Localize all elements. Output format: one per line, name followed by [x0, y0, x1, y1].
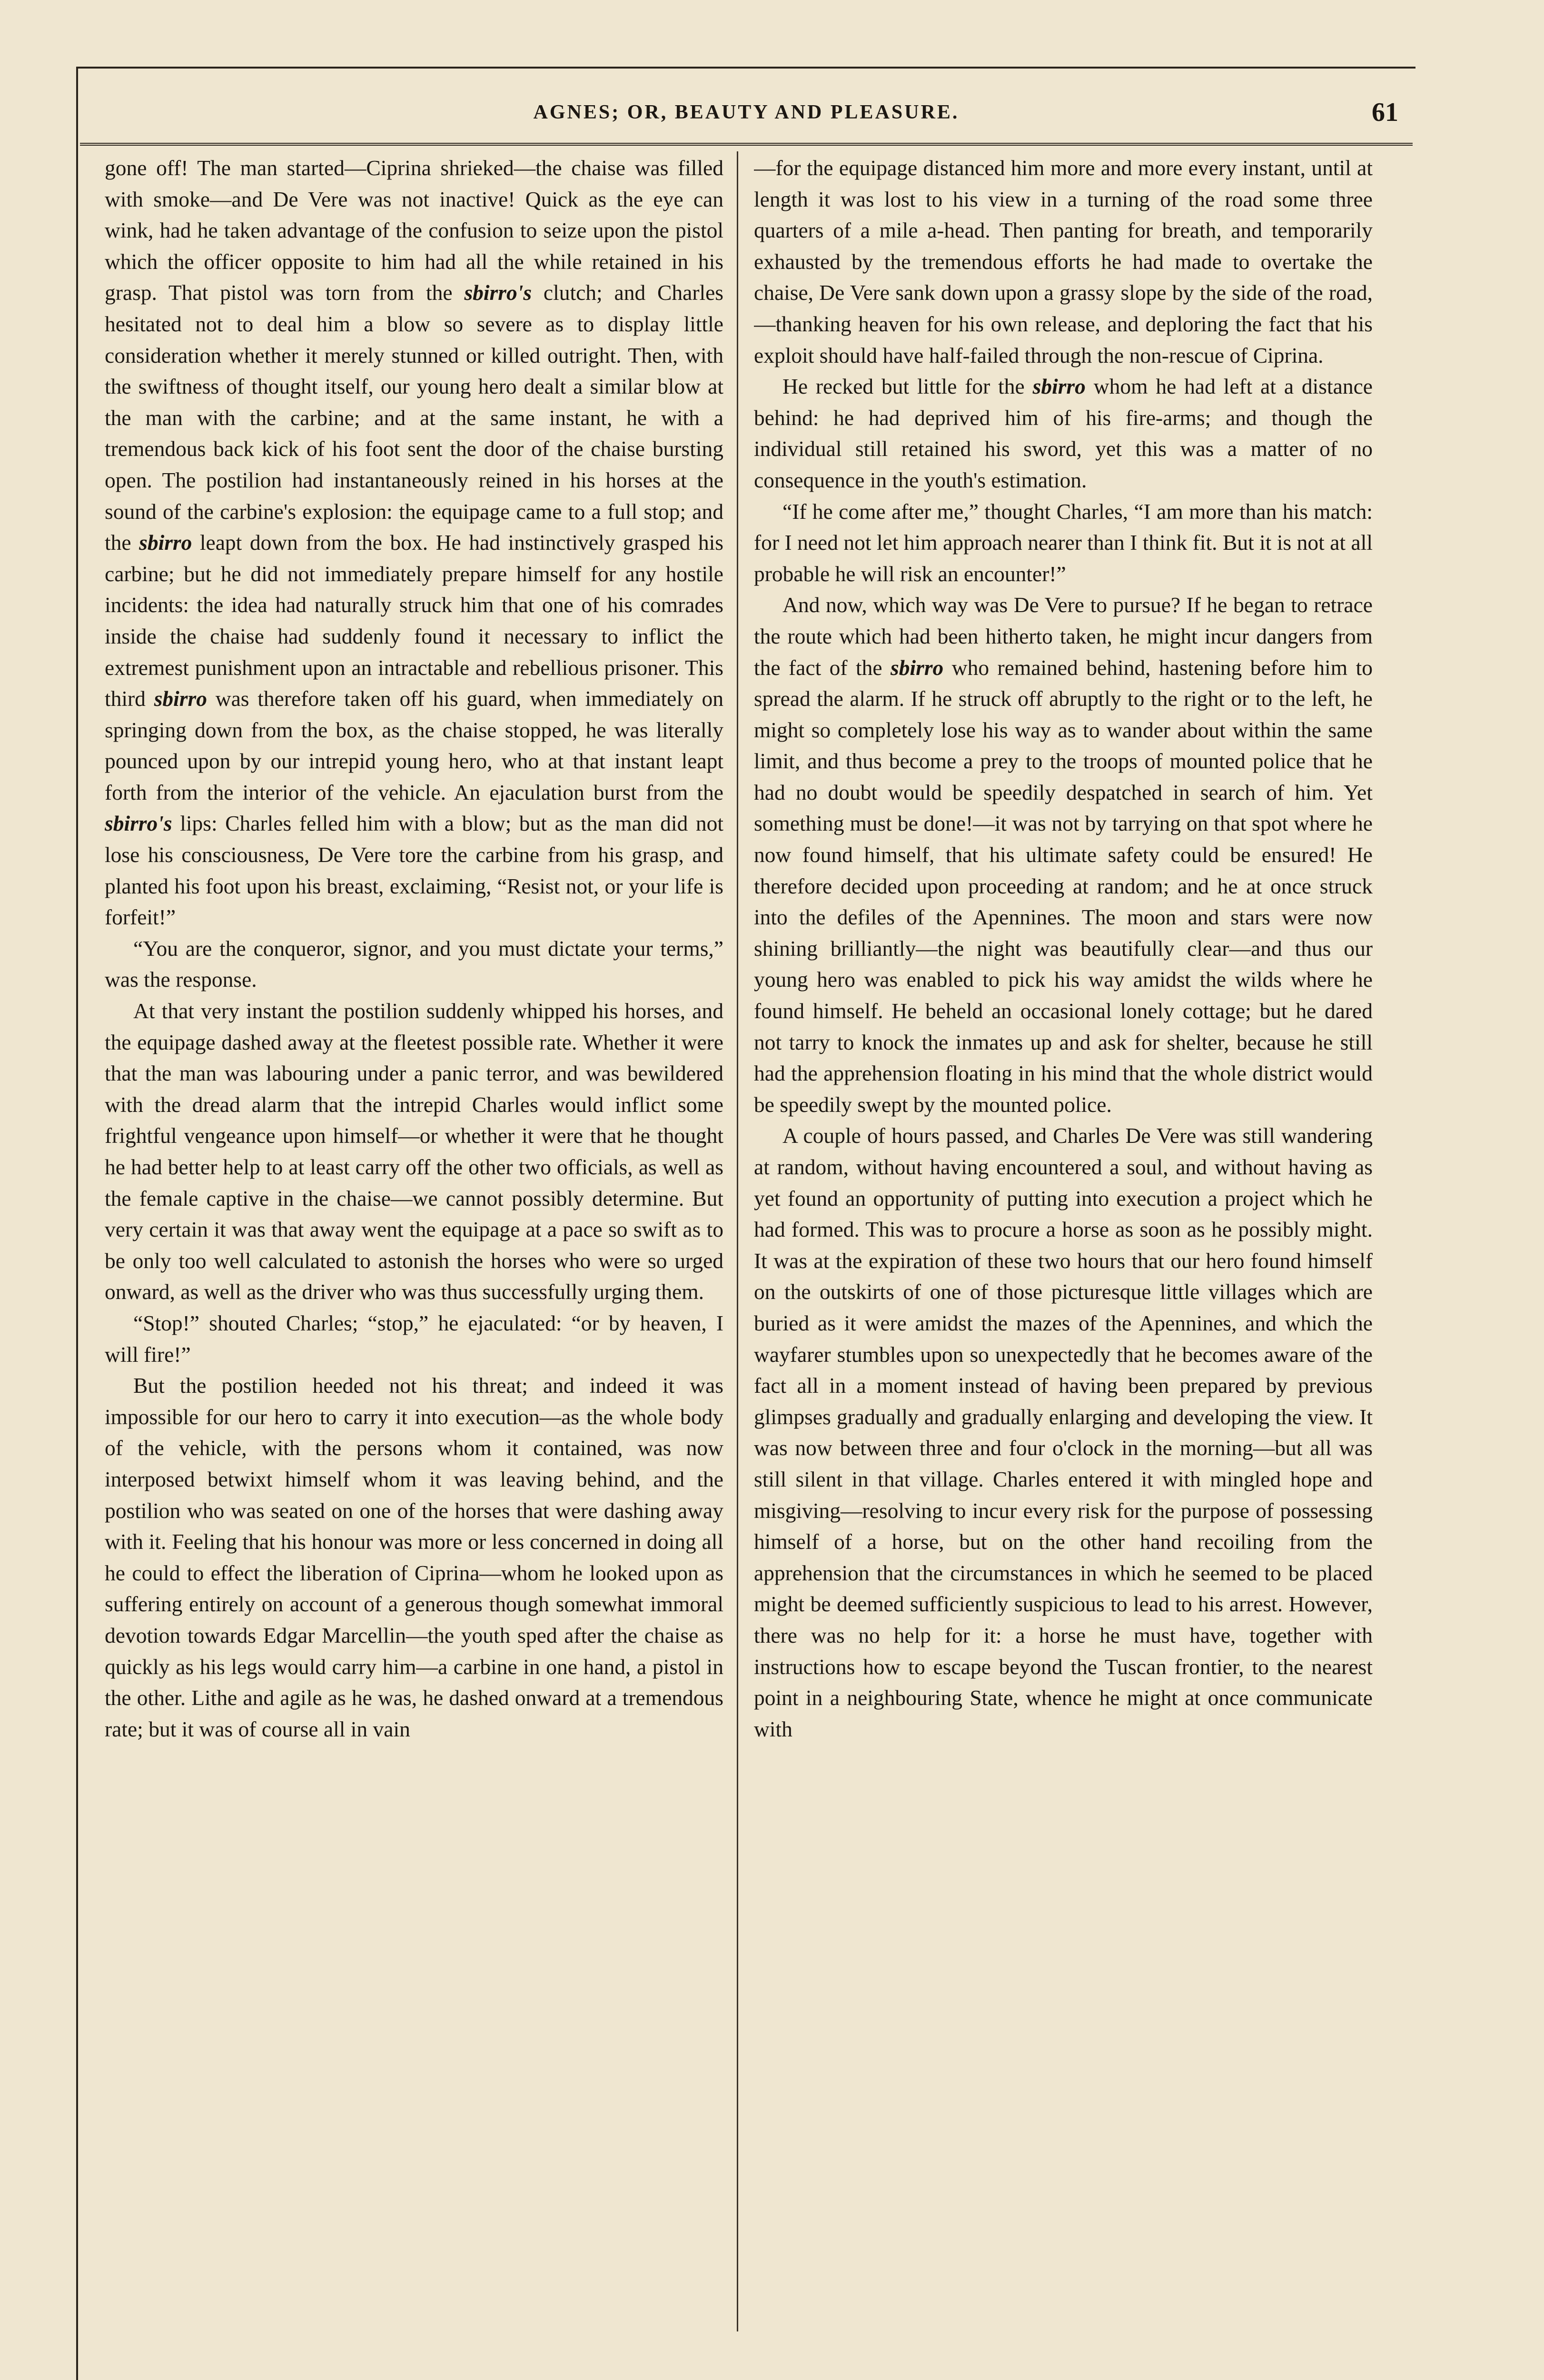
paragraph: “You are the conqueror, signor, and you must dictate your terms,” was the response. [105, 936, 723, 992]
column-divider [737, 151, 738, 2331]
paragraph: A couple of hours passed, and Charles De Vere was still wandering at random, without having encountered a soul, and without having as yet found an opportunity of putting into execution a project which he had formed. This was to procure a horse as soon as he possibly might. It was at the expiration of these two hours that our hero found himself on the outskirts of one of those picturesque little villages which are buried as it were amidst the mazes of the Apennines, and which the wayfarer stumbles upon so unexpectedly that he becomes aware of the fact all in a moment instead of having been prepared by previous glimpses gradually and gradually enlarging and developing the view. It was now between three and four o'clock in the morning—but all was still silent in that village. Charles entered it with mingled hope and misgiving—resolving to incur every risk for the purpose of possessing himself of a horse, but on the other hand recoiling from the apprehension that the circumstances in which he seemed to be placed might be deemed sufficiently suspicious to lead to his arrest. However, there was no help for it: a horse he must have, together with instructions how to escape beyond the Tuscan frontier, to the nearest point in a neighbouring State, whence he might at once communicate with [754, 1123, 1373, 1741]
paragraph: He recked but little for the sbirro whom he had left at a distance behind: he had deprived him of his fire-arms; and though the individual still retained his sword, yet this was a matter of no consequence in the youth's estimation. [754, 374, 1373, 492]
paragraph: “If he come after me,” thought Charles, “I am more than his match: for I need not let him approach nearer than I think fit. But it is not at all probable he will risk an encounter!” [754, 499, 1373, 586]
text-column-left [105, 152, 723, 2323]
paragraph: “Stop!” shouted Charles; “stop,” he ejaculated: “or by heaven, I will fire!” [105, 1310, 723, 1367]
text-column-right [754, 152, 1373, 2323]
page-number: 61 [1372, 98, 1398, 127]
paragraph: And now, which way was De Vere to pursue? If he began to retrace the route which had been hitherto taken, he might incur dangers from the fact of the sbirro who remained behind, hastening before him to spread the alarm. If he struck off abruptly to the right or to the left, he might so completely lose his way as to wander about within the same limit, and thus become a prey to the troops of mounted police that he had no doubt would be speedily despatched in search of him. Yet something must be done!—it was not by tarrying on that spot where he now found himself, that his ultimate safety could be ensured! He therefore decided upon proceeding at random; and he at once struck into the defiles of the Apennines. The moon and stars were now shining brilliantly—the night was beautifully clear—and thus our young hero was enabled to pick his way amidst the wilds where he found himself. He beheld an occasional lonely cottage; but he dared not tarry to knock the inmates up and ask for shelter, because he still had the apprehension floating in his mind that the whole district would be speedily swept by the mounted police. [754, 593, 1373, 1117]
running-title: AGNES; OR, BEAUTY AND PLEASURE. [533, 101, 960, 123]
running-header [80, 90, 1413, 146]
paragraph: —for the equipage distanced him more and more every instant, until at length it was lost to his view in a turning of the road some three quarters of a mile a-head. Then panting for breath, and temporarily exhausted by the tremendous efforts he had made to overtake the chaise, De Vere sank down upon a grassy slope by the side of the road,—thanking heaven for his own release, and deploring the fact that his exploit should have half-failed through the non-rescue of Ciprina. [754, 156, 1373, 367]
paragraph: But the postilion heeded not his threat; and indeed it was impossible for our hero to carry it into execution—as the whole body of the vehicle, with the persons whom it contained, was now interposed betwixt himself whom it was leaving behind, and the postilion who was seated on one of the horses that were dashing away with it. Feeling that his honour was more or less concerned in doing all he could to effect the liberation of Ciprina—whom he looked upon as suffering entirely on account of a generous though somewhat immoral devotion towards Edgar Marcellin—the youth sped after the chaise as quickly as his legs would carry him—a carbine in one hand, a pistol in the other. Lithe and agile as he was, he dashed onward at a tremendous rate; but it was of course all in vain [105, 1373, 723, 1741]
paragraph: gone off! The man started—Ciprina shrieked—the chaise was filled with smoke—and De Vere was not inactive! Quick as the eye can wink, had he taken advantage of the confusion to seize upon the pistol which the officer opposite to him had all the while retained in his grasp. That pistol was torn from the sbirro's clutch; and Charles hesitated not to deal him a blow so severe as to display little consideration whether it merely stunned or killed outright. Then, with the swiftness of thought itself, our young hero dealt a similar blow at the man with the carbine; and at the same instant, he with a tremendous back kick of his foot sent the door of the chaise bursting open. The postilion had instantaneously reined in his horses at the sound of the carbine's explosion: the equipage came to a full stop; and the sbirro leapt down from the box. He had instinctively grasped his carbine; but he did not immediately prepare himself for any hostile incidents: the idea had naturally struck him that one of his comrades inside the chaise had suddenly found it necessary to inflict the extremest punishment upon an intractable and rebellious prisoner. This third sbirro was therefore taken off his guard, when immediately on springing down from the box, as the chaise stopped, he was literally pounced upon by our intrepid young hero, who at that instant leapt forth from the interior of the vehicle. An ejaculation burst from the sbirro's lips: Charles felled him with a blow; but as the man did not lose his consciousness, De Vere tore the carbine from his grasp, and planted his foot upon his breast, exclaiming, “Resist not, or your life is forfeit!” [105, 156, 723, 930]
paragraph: At that very instant the postilion suddenly whipped his horses, and the equipage dashed away at the fleetest possible rate. Whether it were that the man was labouring under a panic terror, and was bewildered with the dread alarm that the intrepid Charles would inflict some frightful vengeance upon himself—or whether it were that he thought he had better help to at least carry off the other two officials, as well as the female captive in the chaise—we cannot possibly determine. But very certain it was that away went the equipage at a pace so swift as to be only too well calculated to astonish the horses who were so urged onward, as well as the driver who was thus successfully urging them. [105, 999, 723, 1304]
